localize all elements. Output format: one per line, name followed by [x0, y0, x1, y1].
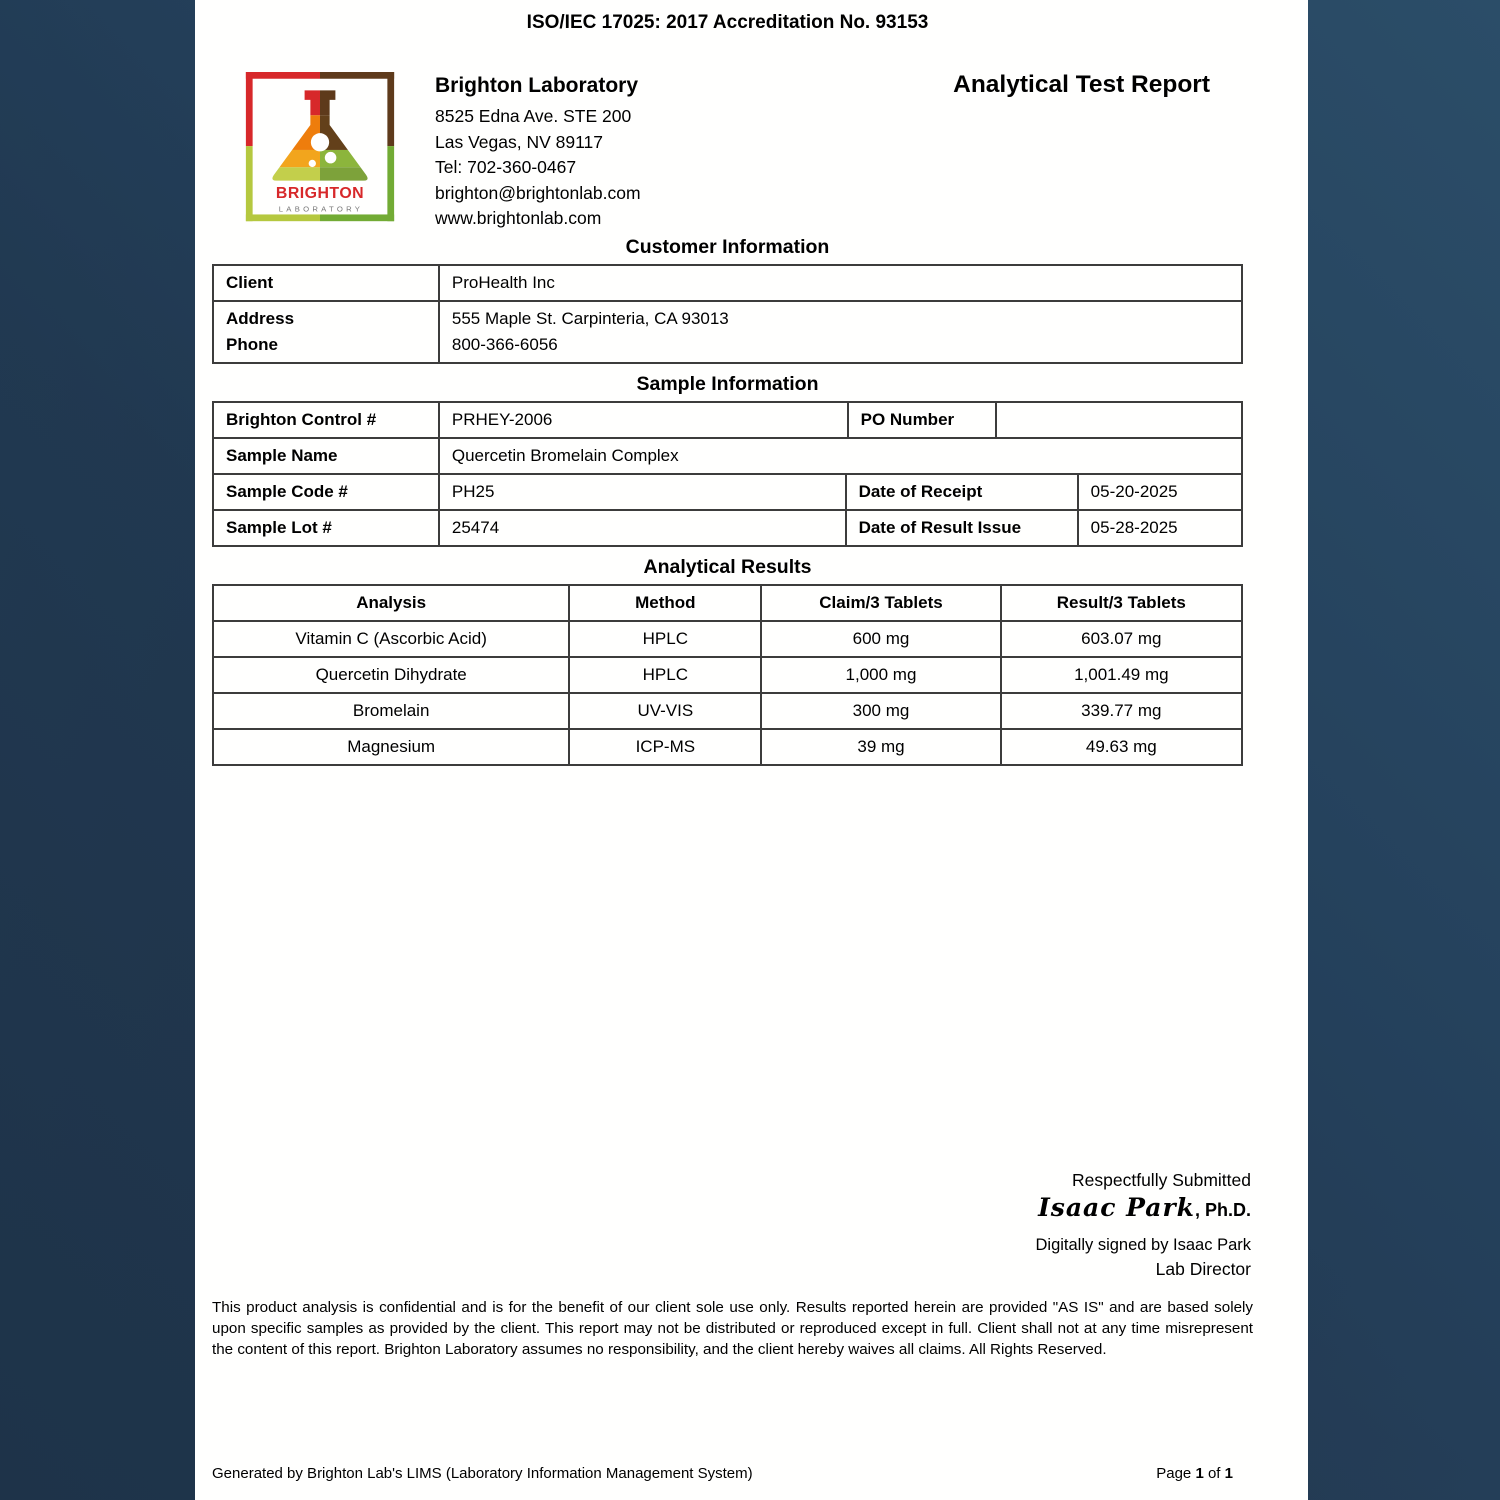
- po-number-label: PO Number: [847, 403, 995, 437]
- date-issue-label: Date of Result Issue: [845, 511, 1077, 545]
- customer-info-table: [212, 264, 1243, 364]
- signature-block: [1035, 1168, 1251, 1281]
- analysis-claim: 600 mg: [760, 622, 999, 656]
- analysis-method: HPLC: [568, 622, 760, 656]
- phone-label: Phone: [226, 335, 278, 354]
- signature-script: Isaac Park: [1038, 1193, 1195, 1222]
- phone-value: 800-366-6056: [451, 335, 558, 354]
- table-row: [214, 266, 1241, 300]
- analysis-result: 339.77 mg: [1000, 694, 1241, 728]
- lab-email: brighton@brightonlab.com: [435, 182, 641, 203]
- customer-info-title: Customer Information: [625, 236, 830, 258]
- client-value: ProHealth Inc: [438, 266, 1241, 300]
- date-receipt-label: Date of Receipt: [845, 475, 1077, 509]
- column-header-analysis: Analysis: [356, 593, 427, 612]
- analysis-result: 49.63 mg: [1000, 730, 1241, 764]
- accreditation-line: ISO/IEC 17025: 2017 Accreditation No. 93153: [526, 12, 929, 33]
- signature-name-line: [1035, 1192, 1251, 1226]
- table-row: [214, 473, 1241, 509]
- signer-role: Lab Director: [1155, 1259, 1251, 1279]
- control-number-value: PRHEY-2006: [438, 403, 847, 437]
- analysis-name: Bromelain: [352, 701, 430, 720]
- sample-name-value: Quercetin Bromelain Complex: [438, 439, 1241, 473]
- date-issue-value: 05-28-2025: [1077, 511, 1241, 545]
- po-number-value: [995, 403, 1241, 437]
- analysis-name: Quercetin Dihydrate: [315, 665, 467, 684]
- analysis-result: 1,001.49 mg: [1000, 658, 1241, 692]
- disclaimer-text: This product analysis is confidential and is for the benefit of our client sole use only. Results reported herein are provided "AS IS" and are based solely upon specific samples as provided by the client. This report may not be distributed or reproduced except in full. Client shall not at any time misrepresent the content of this report. Brighton Laboratory assumes no responsibility, and the client hereby waives all claims. All Rights Reserved.: [212, 1299, 1253, 1358]
- page-total: 1: [1224, 1465, 1233, 1482]
- lab-website: www.brightonlab.com: [435, 208, 602, 228]
- analysis-method: UV-VIS: [568, 694, 760, 728]
- digitally-signed-text: Digitally signed by Isaac Park: [1035, 1236, 1251, 1254]
- column-header-result: Result/3 Tablets: [1000, 586, 1241, 620]
- table-row: [214, 728, 1241, 764]
- results-table: [212, 584, 1243, 766]
- brighton-logo: [243, 69, 397, 229]
- flask-logo-icon: [243, 69, 397, 229]
- analysis-name: Vitamin C (Ascorbic Acid): [295, 629, 487, 648]
- analysis-claim: 1,000 mg: [760, 658, 999, 692]
- report-title: Analytical Test Report: [953, 71, 1210, 98]
- logo-sub-text: LABORATORY: [278, 204, 364, 214]
- address-value: 555 Maple St. Carpinteria, CA 93013: [451, 309, 729, 328]
- table-row: [214, 437, 1241, 473]
- lab-contact-block: [435, 71, 641, 232]
- analysis-name: Magnesium: [347, 737, 436, 756]
- table-row: [214, 403, 1241, 437]
- page-label: Page: [1156, 1465, 1192, 1482]
- lab-address-line1: 8525 Edna Ave. STE 200: [435, 106, 632, 126]
- analysis-method: HPLC: [568, 658, 760, 692]
- lab-name: Brighton Laboratory: [435, 74, 638, 97]
- analysis-claim: 39 mg: [760, 730, 999, 764]
- column-header-method: Method: [568, 586, 760, 620]
- sample-info-table: [212, 401, 1243, 547]
- page-of-label: of: [1207, 1465, 1221, 1482]
- analysis-method: ICP-MS: [568, 730, 760, 764]
- control-number-label: Brighton Control #: [226, 410, 377, 429]
- address-label: Address: [226, 309, 295, 328]
- page-indicator: [1156, 1465, 1233, 1482]
- address-phone-value: [438, 302, 1241, 362]
- sample-code-label: Sample Code #: [226, 482, 348, 501]
- address-phone-label: [214, 302, 438, 362]
- results-title: Analytical Results: [643, 556, 812, 578]
- results-header-row: [214, 586, 1241, 620]
- column-header-claim: Claim/3 Tablets: [760, 586, 999, 620]
- sample-info-title: Sample Information: [636, 373, 819, 395]
- submitted-text: Respectfully Submitted: [1072, 1170, 1251, 1190]
- page-footer: [212, 1465, 1233, 1482]
- table-row: [214, 656, 1241, 692]
- table-row: [214, 692, 1241, 728]
- table-row: [214, 300, 1241, 362]
- report-page: [195, 0, 1308, 1500]
- signature-suffix: , Ph.D.: [1194, 1200, 1251, 1220]
- page-number: 1: [1195, 1465, 1204, 1482]
- table-row: [214, 509, 1241, 545]
- sample-code-value: PH25: [438, 475, 845, 509]
- logo-brand-text: BRIGHTON: [275, 185, 365, 203]
- sample-name-label: Sample Name: [226, 446, 338, 465]
- generated-by-text: Generated by Brighton Lab's LIMS (Laboratory Information Management System): [212, 1465, 753, 1482]
- sample-lot-label: Sample Lot #: [226, 518, 332, 537]
- lab-address-line2: Las Vegas, NV 89117: [435, 131, 603, 152]
- analysis-result: 603.07 mg: [1000, 622, 1241, 656]
- date-receipt-value: 05-20-2025: [1077, 475, 1241, 509]
- document-body: [212, 233, 1243, 766]
- analysis-claim: 300 mg: [760, 694, 999, 728]
- lab-phone: Tel: 702-360-0467: [435, 157, 577, 177]
- table-row: [214, 620, 1241, 656]
- client-label: Client: [226, 273, 274, 292]
- sample-lot-value: 25474: [438, 511, 845, 545]
